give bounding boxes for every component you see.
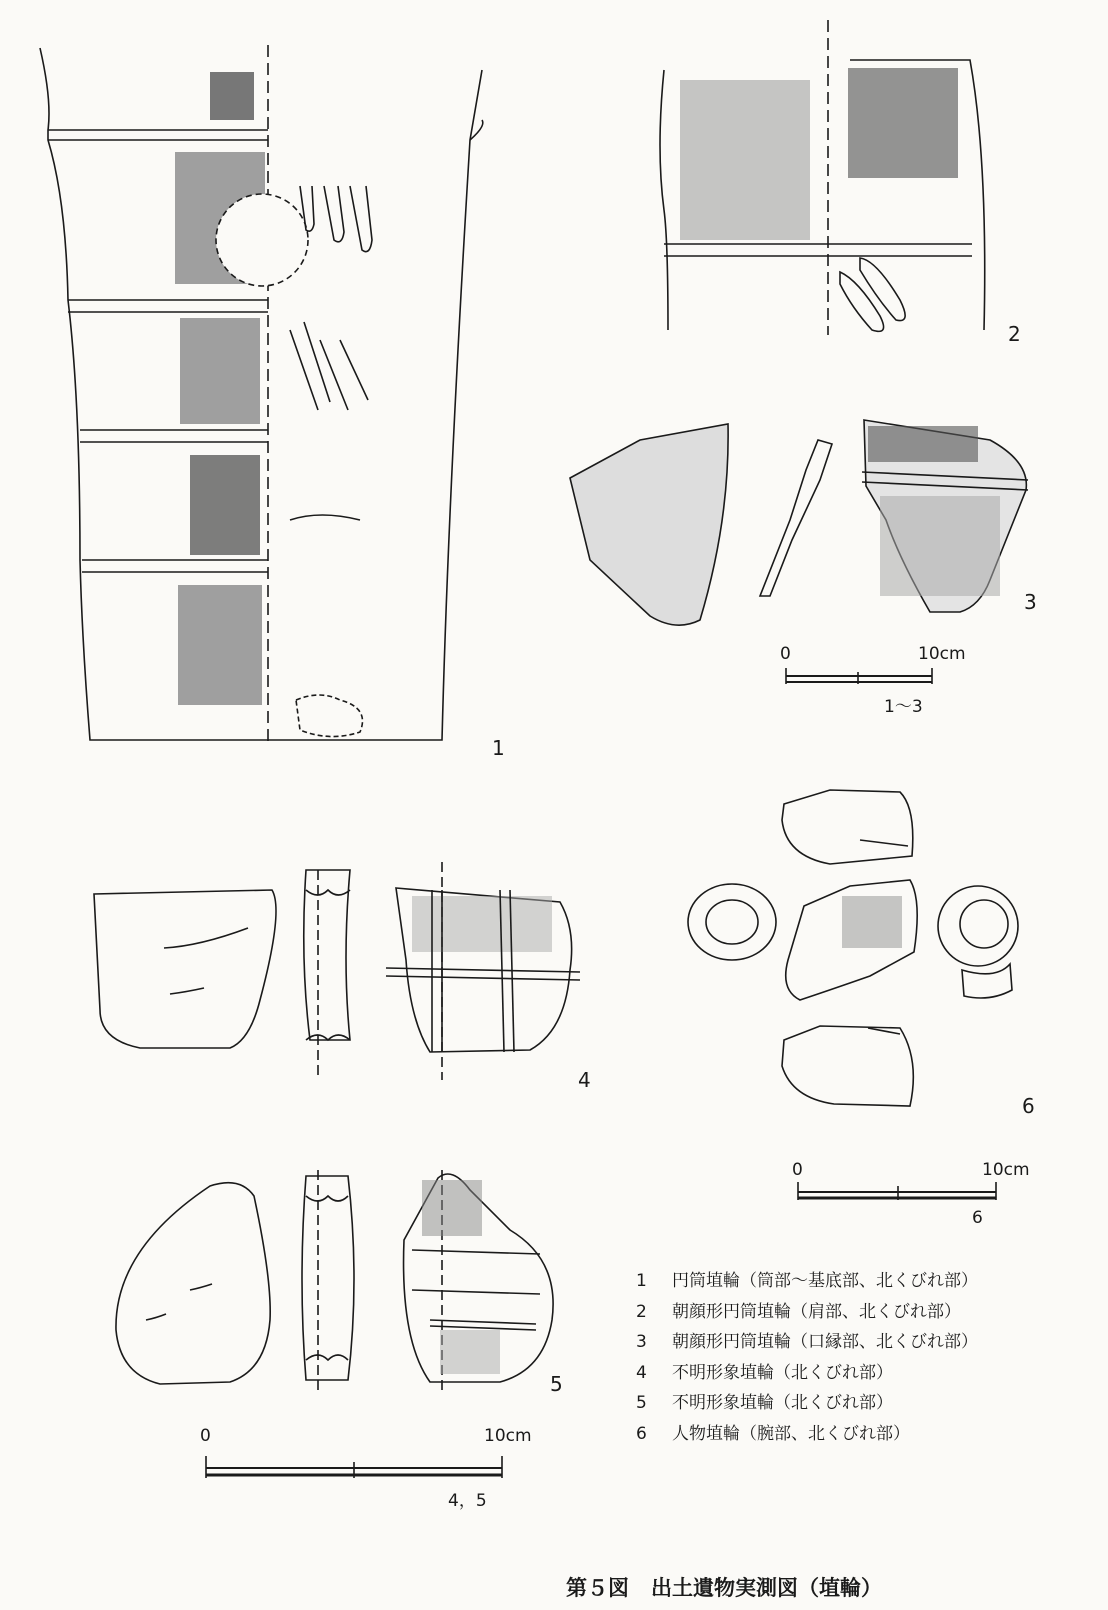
scale-bar-1-3 bbox=[786, 668, 932, 684]
figure-legend bbox=[636, 1266, 978, 1449]
legend-number: 4 bbox=[636, 1362, 647, 1383]
artifact-1-cylindrical-haniwa bbox=[40, 45, 483, 742]
scale-bar-6 bbox=[798, 1182, 996, 1200]
scale-4-5-label: 4，5 bbox=[448, 1491, 487, 1511]
scale-4-5-end: 10cm bbox=[484, 1426, 532, 1446]
legend-number: 3 bbox=[636, 1332, 647, 1352]
figure-number-1: 1 bbox=[492, 736, 505, 760]
figure-caption bbox=[566, 1572, 904, 1602]
artifact-6-human-figure-arm bbox=[688, 790, 1018, 1106]
figure-number-6: 6 bbox=[1022, 1094, 1035, 1118]
legend-number: 5 bbox=[636, 1393, 647, 1413]
artifact-2-morning-glory-shoulder bbox=[660, 20, 985, 335]
artifact-5-unknown-form bbox=[116, 1170, 553, 1390]
scale-6-end: 10cm bbox=[982, 1160, 1030, 1180]
figure-title: 出土遺物実測図（埴輪） bbox=[651, 1576, 882, 1600]
legend-text: 朝顔形円筒埴輪（肩部、北くびれ部） bbox=[672, 1301, 961, 1322]
legend-item bbox=[636, 1358, 978, 1389]
legend-item bbox=[636, 1266, 978, 1297]
legend-item bbox=[636, 1388, 978, 1419]
artifact-4-unknown-form bbox=[94, 862, 580, 1080]
legend-item bbox=[636, 1297, 978, 1328]
scale-1-3-zero: 0 bbox=[780, 644, 791, 664]
legend-text: 人物埴輪（腕部、北くびれ部） bbox=[672, 1423, 910, 1444]
scale-1-3-end: 10cm bbox=[918, 644, 966, 664]
legend-number: 6 bbox=[636, 1423, 647, 1444]
scale-6-label: 6 bbox=[972, 1208, 983, 1228]
figure-label: 第５図 bbox=[566, 1576, 629, 1600]
scale-bar-4-5 bbox=[206, 1456, 502, 1478]
scale-4-5-zero: 0 bbox=[200, 1426, 211, 1446]
legend-number: 2 bbox=[636, 1301, 647, 1322]
figure-number-3: 3 bbox=[1024, 590, 1037, 614]
legend-text: 朝顔形円筒埴輪（口縁部、北くびれ部） bbox=[672, 1332, 978, 1352]
legend-item bbox=[636, 1419, 978, 1450]
figure-number-2: 2 bbox=[1008, 322, 1021, 346]
figure-number-5: 5 bbox=[550, 1372, 563, 1396]
figure-number-4: 4 bbox=[578, 1068, 591, 1092]
legend-text: 円筒埴輪（筒部～基底部、北くびれ部） bbox=[672, 1271, 978, 1291]
artifact-3-morning-glory-rim bbox=[570, 420, 1028, 625]
scale-1-3-label: 1～3 bbox=[884, 697, 923, 717]
legend-text: 不明形象埴輪（北くびれ部） bbox=[672, 1393, 893, 1413]
scale-6-zero: 0 bbox=[792, 1160, 803, 1180]
legend-item bbox=[636, 1327, 978, 1358]
legend-text: 不明形象埴輪（北くびれ部） bbox=[672, 1362, 893, 1383]
legend-number: 1 bbox=[636, 1271, 647, 1291]
